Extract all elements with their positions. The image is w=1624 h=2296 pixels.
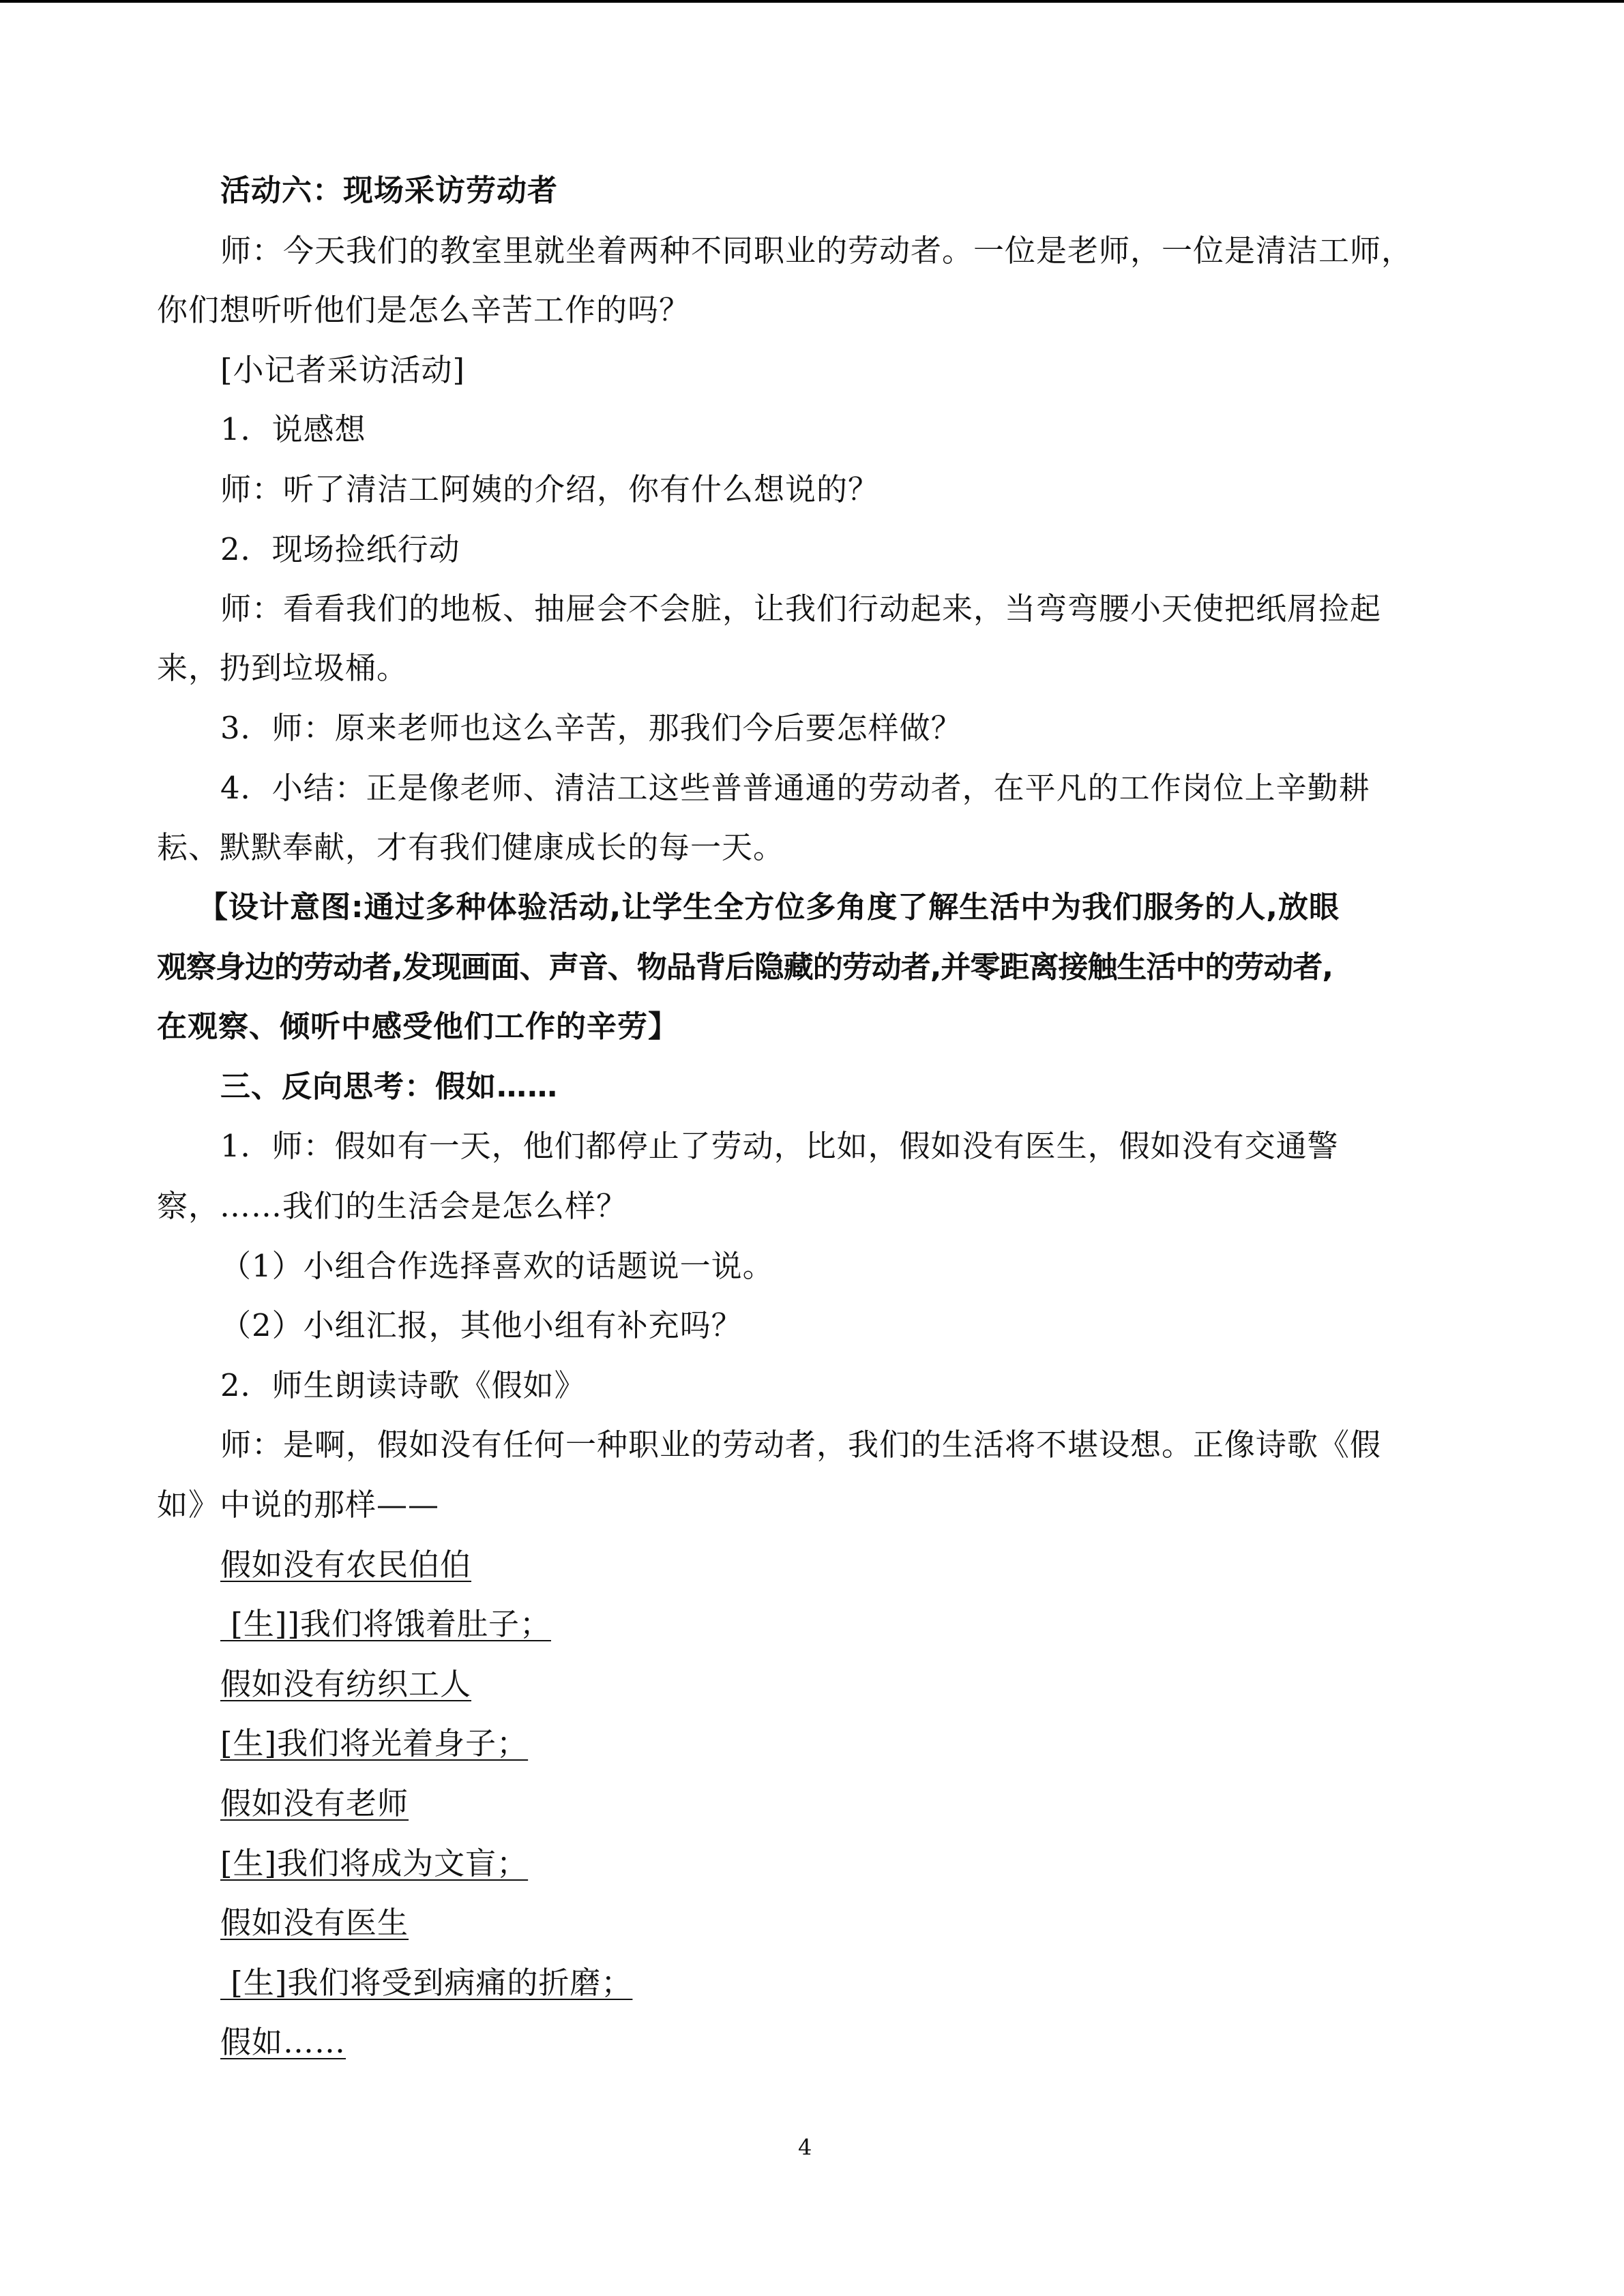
poem-line: 假如没有老师 [220,1785,409,1821]
list-item: 2．师生朗读诗歌《假如》 [220,1367,586,1403]
poem-line: [生]我们将受到病痛的折磨； [220,1965,633,2001]
design-intent-line: 在观察、倾听中感受他们工作的辛劳】 [157,1009,679,1044]
top-border [0,0,1624,3]
list-item: 3．师：原来老师也这么辛苦，那我们今后要怎样做？ [220,710,962,746]
poem-line: 假如没有纺织工人 [220,1666,472,1702]
list-item: 1．说感想 [220,411,366,447]
page-number: 4 [798,2134,812,2160]
list-item: 2．现场捡纸行动 [220,531,460,567]
poem-line: [生]我们将成为文盲； [220,1845,529,1881]
paragraph-line: 师：看看我们的地板、抽屉会不会脏，让我们行动起来，当弯弯腰小天使把纸屑捡起 [220,591,1382,627]
paragraph-line: 师：听了清洁工阿姨的介绍，你有什么想说的？ [220,471,880,507]
poem-line: [生]]我们将饿着肚子； [220,1606,551,1642]
poem-line: 假如…… [220,2024,346,2060]
paragraph-line: 4．小结：正是像老师、清洁工这些普普通通的劳动者，在平凡的工作岗位上辛勤耕 [220,770,1370,806]
design-intent-line: 观察身边的劳动者,发现画面、声音、物品背后隐藏的劳动者,并零距离接触生活中的劳动者, [157,950,1333,985]
paragraph-line: 师：今天我们的教室里就坐着两种不同职业的劳动者。一位是老师，一位是清洁工师， [220,233,1413,269]
design-intent-line: 【设计意图:通过多种体验活动,让学生全方位多角度了解生活中为我们服务的人,放眼 [198,890,1340,925]
paragraph-line: 察，……我们的生活会是怎么样？ [157,1188,628,1224]
heading-section-three: 三、反向思考：假如…… [220,1069,558,1104]
sub-item: （1）小组合作选择喜欢的话题说一说。 [220,1248,774,1284]
paragraph-line: 你们想听听他们是怎么辛苦工作的吗？ [157,292,691,328]
paragraph-line: 来，扔到垃圾桶。 [157,650,409,686]
reporter-activity-label: [小记者采访活动] [220,352,466,388]
paragraph-line: 如》中说的那样—— [157,1487,440,1523]
paragraph-line: 师：是啊，假如没有任何一种职业的劳动者，我们的生活将不堪设想。正像诗歌《假 [220,1427,1382,1463]
sub-item: （2）小组汇报，其他小组有补充吗？ [220,1307,743,1343]
paragraph-line: 耘、默默奉献，才有我们健康成长的每一天。 [157,829,785,865]
poem-line: [生]我们将光着身子； [220,1725,529,1761]
heading-activity-six: 活动六：现场采访劳动者 [220,173,558,208]
paragraph-line: 1．师：假如有一天，他们都停止了劳动，比如，假如没有医生，假如没有交通警 [220,1128,1339,1164]
poem-line: 假如没有医生 [220,1905,409,1941]
poem-line: 假如没有农民伯伯 [220,1547,472,1583]
